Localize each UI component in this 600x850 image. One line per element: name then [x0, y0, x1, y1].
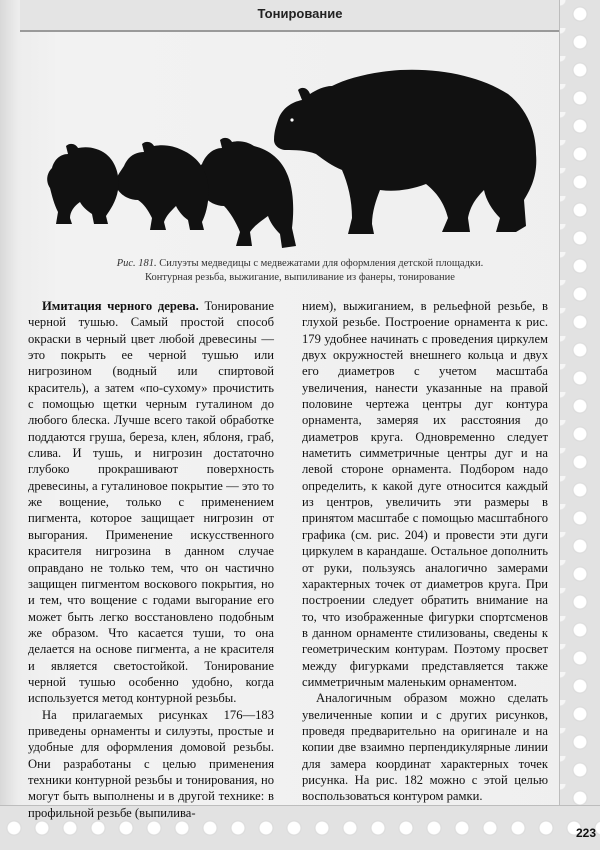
- paragraph: Аналогичным образом можно сделать увеличенные копии и с других рисунков, проведя предварительно на оригинале и на копии две взаимно перпендикулярные линии для замера координат характерных точек рисунка. На рис. 182 можно с этой целью воспользоваться контуром рамки.: [302, 691, 548, 804]
- paragraph-body: Тонирование черной тушью. Самый простой способ окраски в черный цвет любой древесины — это покрыть ее черной тушью или нигрозином (водный или спиртовой краситель), а затем «по-сухому» прочистить с помощью щетки черным гуталином до любого блеска. Лучше всего такой обработке поддаются груша, береза, клен, яблоня, граб, слива. И тушь, и нигрозин достаточно глубоко прокрашивают поверхность древесины, а гуталиновое покрытие — это то же вощение, только с применением пигмента, которое защищает нигрозин от выгорания. Применение искусственного красителя нигрозина в данном случае оправдано не только тем, что он частично защищен пигментом воскового покрытия, но и тем, что вощение с годами выгорание его может быть легко восстановлено подобным же образом. Что касается туши, то она делается на основе пигмента, а не красителя и является светостойкой. Тонирование черной тушью особенно удобно, когда используется метод контурной резьбы.: [28, 299, 274, 706]
- mother-bear-eye: [290, 118, 293, 121]
- section-heading: Имитация черного дерева.: [42, 299, 199, 313]
- running-head: Тонирование: [257, 6, 343, 21]
- cub-silhouette-middle: [116, 142, 209, 230]
- caption-line-2: Контурная резьба, выжигание, выпиливание из фанеры, тонирование: [145, 272, 455, 283]
- bear-silhouettes-figure: [30, 50, 550, 255]
- text-column-right: [302, 298, 548, 805]
- cub-silhouette-back: [47, 144, 118, 224]
- mother-bear-silhouette: [274, 70, 536, 234]
- page-number: 223: [575, 826, 596, 840]
- caption-label: Рис. 181.: [116, 258, 157, 269]
- figure-caption: [80, 257, 520, 285]
- paragraph: На прилагаемых рисунках 176—183 приведены орнаменты и силуэты, простые и удобные для оформления домовой резьбы. Они разработаны с целью применения техники контурной резьбы и тонирования, но могут быть выполнены и в другой технике: в профильной резьбе (выпилива-: [28, 707, 274, 820]
- lace-border-right: [559, 0, 600, 850]
- caption-line-1: Силуэты медведицы с медвежатами для оформления детской площадки.: [159, 258, 484, 269]
- text-column-left: [28, 298, 274, 821]
- paragraph: нием), выжиганием, в рельефной резьбе, в глухой резьбе. Построение орнамента к рис. 179 удобнее начинать с проведения циркулем двух окружностей внешнего кольца и двух его диаметров с учетом масштаба увеличения, нанести указанные на правой половине чертежа центры дуг контура орнамента, замеряя их расстояния до диаметров круга. Одновременно следует наметить симметричные центры дуг и на левой стороне орнамента. Подбором надо определить, к какой дуге относится каждый из центров, увеличить эти размеры в принятом масштабе с помощью масштабного графика (см. рис. 204) и провести эти дуги циркулем в карандаше. Остальное дополнить от руки, пользуясь аналогично замерами характерных точек от диаметров круга. При построении следует обратить внимание на то, что изображенные фигурки спортсменов в данном орнаменте стилизованы, сведены к геометрическим контурам. Поэтому просвет между фигурками представляется также симметричным маленьким орнаментом.: [302, 299, 548, 689]
- bear-silhouettes: [30, 50, 550, 255]
- paragraph: [28, 298, 274, 707]
